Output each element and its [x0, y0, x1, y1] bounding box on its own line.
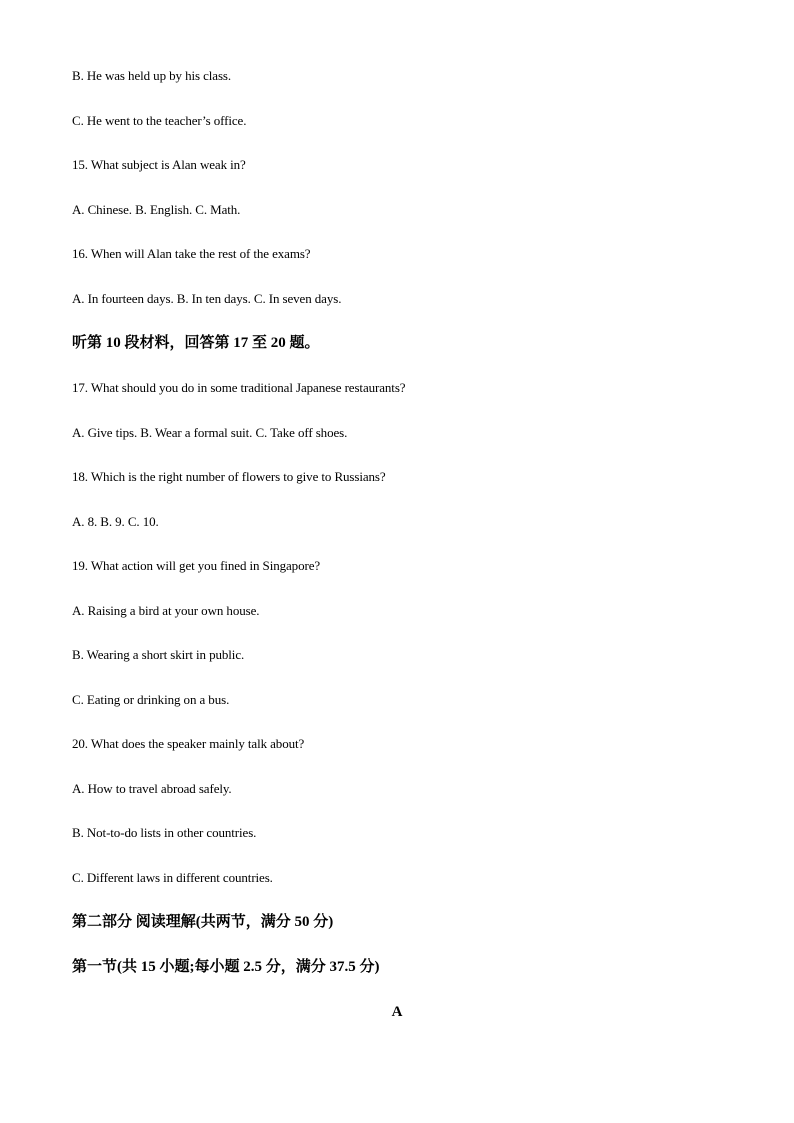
option-14c: C. He went to the teacher’s office.: [72, 113, 247, 128]
passage-a-heading: A: [391, 1004, 403, 1020]
part-two-heading: 第二部分 阅读理解(共两节，满分 50 分): [72, 914, 334, 930]
question-17: 17. What should you do in some traditional Japanese restaurants?: [72, 380, 406, 395]
question-18: 18. Which is the right number of flowers to give to Russians?: [72, 469, 386, 484]
section-heading-material-10: 听第 10 段材料，回答第 17 至 20 题。: [72, 335, 320, 351]
question-20: 20. What does the speaker mainly talk about?: [72, 736, 305, 751]
option-20b: B. Not-to-do lists in other countries.: [72, 825, 257, 840]
question-15: 15. What subject is Alan weak in?: [72, 157, 246, 172]
option-19a: A. Raising a bird at your own house.: [72, 603, 260, 618]
option-14b: B. He was held up by his class.: [72, 68, 232, 83]
question-19: 19. What action will get you fined in Singapore?: [72, 558, 321, 573]
question-16: 16. When will Alan take the rest of the exams?: [72, 246, 311, 261]
options-18: A. 8. B. 9. C. 10.: [72, 514, 159, 529]
options-17: A. Give tips. B. Wear a formal suit. C. Take off shoes.: [72, 425, 348, 440]
option-20c: C. Different laws in different countries.: [72, 870, 273, 885]
option-19c: C. Eating or drinking on a bus.: [72, 692, 230, 707]
section-one-heading: 第一节(共 15 小题;每小题 2.5 分，满分 37.5 分): [72, 959, 380, 975]
options-15: A. Chinese. B. English. C. Math.: [72, 202, 241, 217]
options-16: A. In fourteen days. B. In ten days. C. In seven days.: [72, 291, 342, 306]
option-20a: A. How to travel abroad safely.: [72, 781, 232, 796]
option-19b: B. Wearing a short skirt in public.: [72, 647, 245, 662]
